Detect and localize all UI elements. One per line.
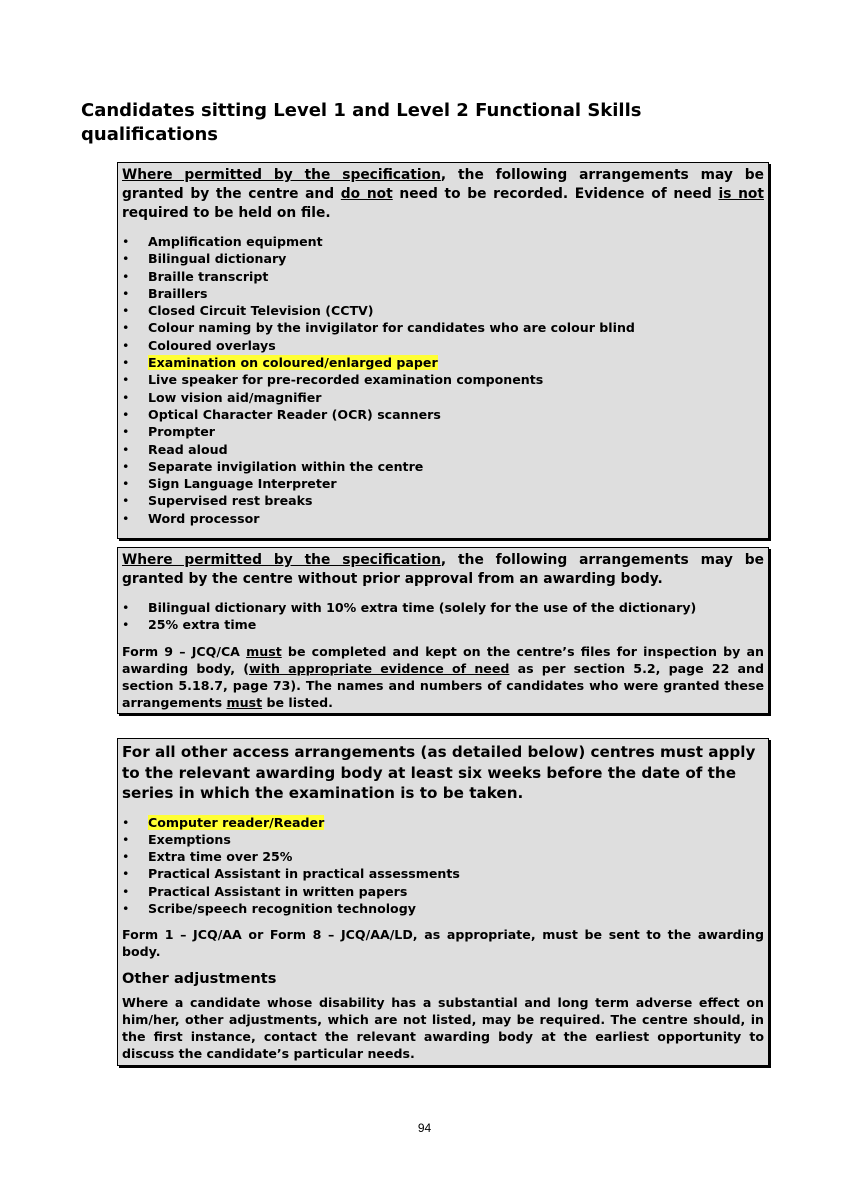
bullet-icon: • [122, 441, 130, 457]
underlined-text: must [246, 643, 282, 659]
list-item [122, 900, 764, 917]
list-item [122, 492, 764, 509]
underlined-text: must [226, 695, 263, 711]
list-item [122, 510, 764, 527]
list-item [122, 389, 764, 406]
text-run: be completed and kept on the centre’s files for inspection by an awarding body, ( [122, 643, 764, 676]
bullet-icon: • [122, 320, 130, 336]
bullet-icon: • [122, 268, 130, 284]
list-item-text: Practical Assistant in written papers [148, 883, 408, 899]
bullet-icon: • [122, 303, 130, 319]
box2-intro [122, 551, 764, 589]
box1-intro [122, 166, 764, 223]
bullet-icon: • [122, 849, 130, 865]
bullet-icon: • [122, 476, 130, 492]
list-item [122, 285, 764, 302]
list-item-text: Braille transcript [148, 268, 269, 284]
bullet-icon: • [122, 600, 130, 615]
list-item-text: Colour naming by the invigilator for candidates who are colour blind [148, 320, 635, 336]
list-item [122, 475, 764, 492]
bullet-icon: • [122, 355, 130, 371]
list-item-text: Scribe/speech recognition technology [148, 900, 416, 916]
list-item [122, 268, 764, 285]
list-item-text: Practical Assistant in practical assessments [148, 866, 460, 882]
list-item-text: Read aloud [148, 441, 228, 457]
bullet-icon: • [122, 617, 130, 633]
text-run: required to be held on file. [122, 205, 331, 221]
list-item [122, 233, 764, 250]
list-item-text: Word processor [148, 510, 260, 526]
underlined-text: Where permitted by the specification [122, 167, 441, 183]
text-run: , the following arrangements may be granted by the centre without prior approval from an awarding body. [122, 552, 764, 587]
list-item-text: Low vision aid/magnifier [148, 389, 322, 405]
bullet-icon: • [122, 285, 130, 301]
box3-note: Form 1 – JCQ/AA or Form 8 – JCQ/AA/LD, as appropriate, must be sent to the awarding body. [122, 927, 764, 960]
arrangements-box-apply [117, 738, 769, 1066]
text-run: Form 9 – JCQ/CA [122, 643, 247, 659]
bullet-icon: • [122, 458, 130, 474]
list-item [122, 354, 764, 371]
text-run: as per section 5.2, page 22 and section 5.18.7, page 73). The names and numbers of candidates who were granted these arrangements [122, 660, 764, 711]
bullet-icon: • [122, 814, 130, 830]
list-item [122, 599, 764, 616]
list-item-text: Computer reader/Reader [148, 814, 325, 830]
bullet-icon: • [122, 424, 130, 440]
bullet-icon: • [122, 866, 130, 882]
underlined-text: do not [340, 186, 393, 202]
list-item [122, 865, 764, 882]
list-item [122, 441, 764, 458]
text-run: be listed. [262, 695, 333, 711]
box3-list [122, 814, 764, 918]
other-adjustments-heading: Other adjustments [122, 969, 277, 987]
bullet-icon: • [122, 510, 130, 526]
underlined-text: is not [718, 186, 764, 202]
bullet-icon: • [122, 831, 130, 847]
list-item [122, 423, 764, 440]
bullet-icon: • [122, 900, 130, 916]
other-adjustments-text: Where a candidate whose disability has a substantial and long term adverse effect on him/her, other adjustments, which are not listed, may be required. The centre should, in the first instance, contact the relevant awarding body at the earliest opportunity to discuss the candidate’s particular needs. [122, 994, 764, 1062]
list-item [122, 302, 764, 319]
list-item-text: Closed Circuit Television (CCTV) [148, 303, 374, 319]
list-item-text: Braillers [148, 285, 208, 301]
page-title: Candidates sitting Level 1 and Level 2 Functional Skills qualifications [81, 100, 642, 145]
bullet-icon: • [122, 883, 130, 899]
bullet-icon: • [122, 337, 130, 353]
list-item-text: Prompter [148, 424, 216, 440]
underlined-text: Where permitted by the specification [122, 552, 441, 568]
box1-list [122, 233, 764, 527]
list-item [122, 337, 764, 354]
box2-note [122, 643, 764, 712]
list-item [122, 831, 764, 848]
list-item [122, 848, 764, 865]
bullet-icon: • [122, 493, 130, 509]
underlined-text: with appropriate evidence of need [248, 660, 510, 676]
list-item-text: Coloured overlays [148, 337, 276, 353]
list-item-text: Bilingual dictionary [148, 251, 287, 267]
text-run: need to be recorded. Evidence of need [392, 186, 719, 202]
list-item-text: 25% extra time [148, 617, 257, 633]
list-item-text: Optical Character Reader (OCR) scanners [148, 406, 441, 422]
list-item-text: Exemptions [148, 831, 231, 847]
page-number: 94 [417, 1121, 432, 1135]
list-item-text: Amplification equipment [148, 234, 323, 249]
bullet-icon: • [122, 372, 130, 388]
list-item-text: Sign Language Interpreter [148, 476, 337, 492]
box2-list [122, 599, 764, 634]
list-item [122, 458, 764, 475]
list-item [122, 814, 764, 831]
bullet-icon: • [122, 389, 130, 405]
list-item [122, 319, 764, 336]
list-item-text: Bilingual dictionary with 10% extra time (solely for the use of the dictionary) [148, 600, 697, 615]
list-item-text: Examination on coloured/enlarged paper [148, 355, 438, 371]
list-item-text: Extra time over 25% [148, 849, 293, 865]
box3-intro: For all other access arrangements (as detailed below) centres must apply to the relevant awarding body at least six weeks before the date of the series in which the examination is to be taken. [122, 743, 756, 802]
arrangements-box-no-record [117, 162, 769, 539]
list-item [122, 250, 764, 267]
list-item [122, 883, 764, 900]
text-run: , the following arrangements may be granted by the centre and [122, 167, 764, 202]
list-item-text: Separate invigilation within the centre [148, 458, 424, 474]
list-item-text: Supervised rest breaks [148, 493, 313, 509]
bullet-icon: • [122, 251, 130, 267]
arrangements-box-no-approval [117, 547, 769, 714]
list-item-text: Live speaker for pre-recorded examination components [148, 372, 544, 388]
list-item [122, 616, 764, 633]
list-item [122, 371, 764, 388]
bullet-icon: • [122, 234, 130, 249]
bullet-icon: • [122, 406, 130, 422]
list-item [122, 406, 764, 423]
